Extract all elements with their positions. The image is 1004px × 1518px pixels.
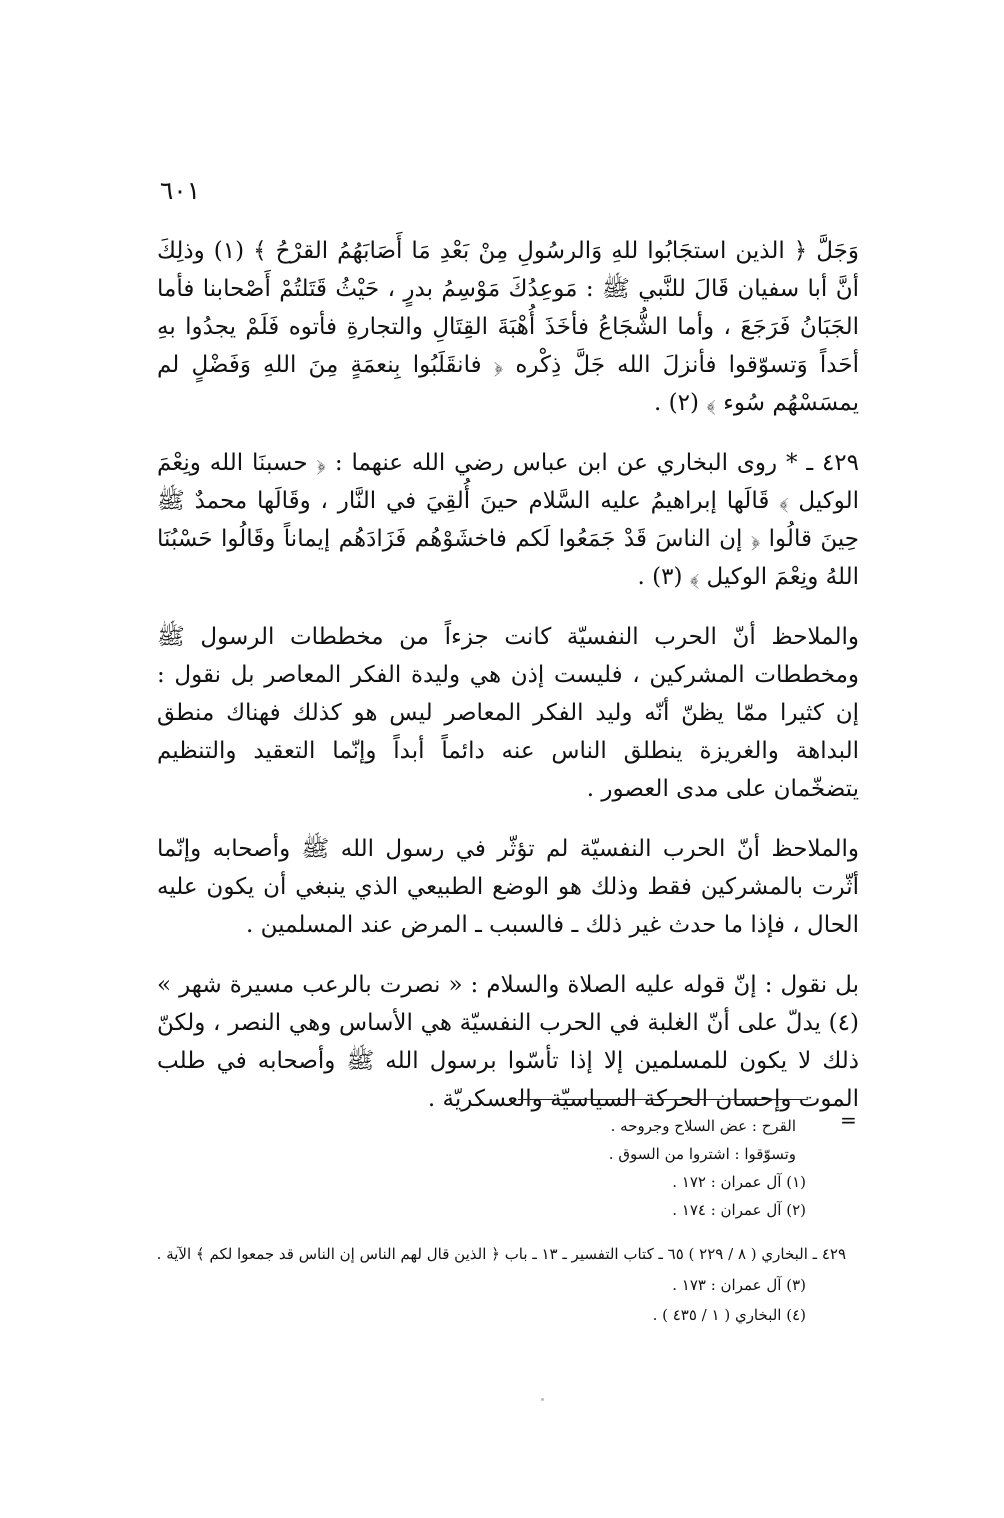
- paragraph-effect-on-polytheists: والملاحظ أنّ الحرب النفسيّة لم تؤثّر في رسول الله ﷺ وأصحابه وإنّما أثّرت بالمشركين فقط وذلك هو الوضع الطبيعي الذي ينبغي أن يكون عليه الحال ، فإذا ما حدث غير ذلك ـ فالسبب ـ المرض عند المسلمين .: [157, 836, 859, 938]
- main-text: [157, 232, 859, 1136]
- footnote-3: (٣) آل عمران : ١٧٣ .: [672, 1276, 806, 1294]
- footnote-gloss-qarh: القرح : عض السلاح وجروحه .: [610, 1117, 796, 1135]
- footnote-1: (١) آل عمران : ١٧٢ .: [672, 1173, 806, 1191]
- footnote-gloss-tasawwaqu: وتسوّقوا : اشتروا من السوق .: [608, 1145, 796, 1163]
- footnote-continuation-mark: =: [840, 1108, 857, 1132]
- paragraph-victory-by-awe: بل نقول : إنّ قوله عليه الصلاة والسلام : « نصرت بالرعب مسيرة شهر » (٤) يدلّ على أنّ الغلبة في الحرب النفسيّة هي الأساس وهي النصر ، ولكنّ ذلك لا يكون للمسلمين إلا إذا تأسّوا برسول الله ﷺ وأصحابه في طلب الموت وإحسان الحركة السياسيّة والعسكريّة .: [157, 972, 859, 1112]
- footnote-4: (٤) البخاري ( ١ / ٤٣٥ ) .: [652, 1306, 806, 1324]
- footnote-source-429: ٤٢٩ ـ البخاري ( ٨ / ٢٢٩ ) ٦٥ ـ كتاب التفسير ـ ١٣ ـ باب ﴿ الذين قال لهم الناس إن الناس قد جمعوا لكم ﴾ الآية .: [156, 1245, 846, 1263]
- footnote-separator: [518, 1099, 808, 1100]
- paragraph-hadith-429: ٤٢٩ ـ * روى البخاري عن ابن عباس رضي الله عنهما : ﴿ حسبنَا الله ونِعْمَ الوكيل ﴾ قَالَها إبراهيمُ عليه السَّلام حينَ أُلقِيَ في النَّار ، وقَالَها محمدٌ ﷺ حِينَ قالُوا ﴿ إن الناسَ قَدْ جَمَعُوا لَكم فاخشَوْهُم فَزَادَهُم إيماناً وقَالُوا حَسْبُنَا اللهُ ونِعْمَ الوكيل ﴾ (٣) .: [157, 450, 859, 590]
- scan-dot: [541, 1398, 544, 1401]
- footnotes-tail: [160, 1270, 808, 1330]
- paragraph-psychological-war: والملاحظ أنّ الحرب النفسيّة كانت جزءاً من مخططات الرسول ﷺ ومخططات المشركين ، فليست إذن هي وليدة الفكر المعاصر بل نقول : إن كثيرا ممّا يظنّ أنّه وليد الفكر المعاصر ليس هو كذلك فهناك منطق البداهة والغريزة ينطلق الناس عنه دائماً أبداً وإنّما التعقيد والتنظيم يتضخّمان على مدى العصور .: [157, 624, 859, 802]
- paragraph-verse-commentary: وَجَلَّ ﴿ الذين استجَابُوا للهِ وَالرسُولِ مِنْ بَعْدِ مَا أَصَابَهُمُ القرْحُ ﴾ (١) وذلِكَ أنَّ أبا سفيان قَالَ للنَّبي ﷺ : مَوعِدُكَ مَوْسِمُ بدرٍ ، حَيْثُ قَتَلتُمْ أَصْحابنا فأما الجَبَانُ فَرَجَعَ ، وأما الشُّجَاعُ فأخَذَ أُهْبَةَ القِتَالِ والتجارةِ فأتوه فَلَمْ يجدُوا بهِ أحَداً وَتسوّقوا فأنزلَ الله جَلَّ ذِكْره ﴿ فانقَلَبُوا بِنعمَةٍ مِنَ اللهِ وَفَضْلٍ لم يمسَسْهُم سُوء ﴾ (٢) .: [157, 238, 859, 416]
- page-number: ٦٠١: [159, 176, 201, 205]
- footnotes-block: [160, 1112, 808, 1224]
- footnote-2: (٢) آل عمران : ١٧٤ .: [672, 1201, 806, 1219]
